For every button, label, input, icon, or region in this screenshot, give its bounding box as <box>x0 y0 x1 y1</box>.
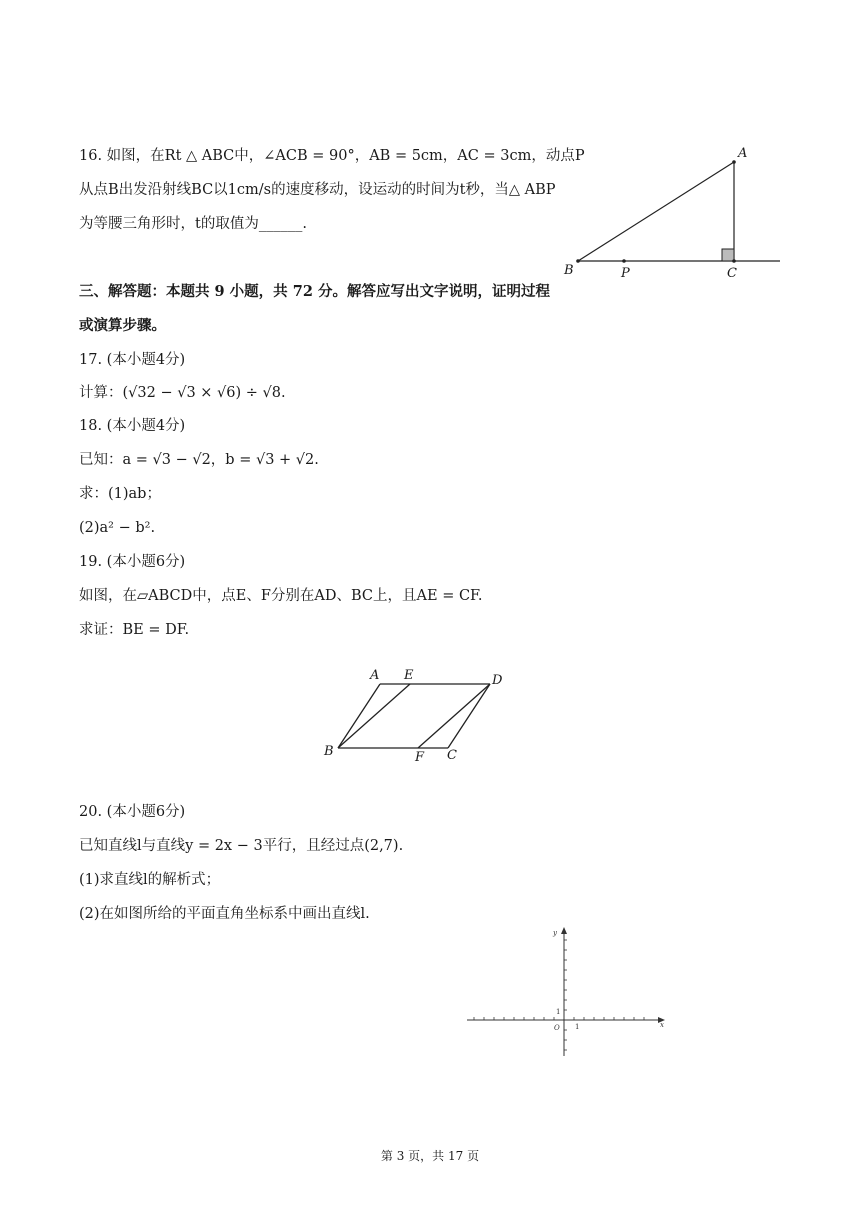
q19-label-c: C <box>447 748 457 763</box>
q19-label-b: B <box>324 744 334 759</box>
q16-label-p: P <box>621 266 630 281</box>
q18-header: 18. (本小题4分) <box>79 418 186 434</box>
q17-header: 17. (本小题4分) <box>79 352 186 368</box>
q20-part-1: (1)求直线l的解析式； <box>79 872 221 888</box>
q18-given: 已知：a = √3 − √2，b = √3 + √2. <box>79 452 319 468</box>
q18-ask-2: (2)a² − b². <box>79 520 156 536</box>
q20-origin-label: O <box>554 1024 560 1032</box>
q16-label-b: B <box>564 263 574 278</box>
q19-parallelogram-figure <box>318 662 518 772</box>
q16-line-1: 16. 如图，在Rt △ ABC中，∠ACB = 90°，AB = 5cm，AC = 3cm，动点P <box>79 148 585 164</box>
q19-prove: 求证：BE = DF. <box>79 622 190 638</box>
q20-coordinate-axes <box>462 926 672 1062</box>
q16-triangle-figure <box>560 140 790 285</box>
section-3-heading-line-2: 或演算步骤。 <box>79 317 166 334</box>
q16-line-3: 为等腰三角形时，t的取值为______. <box>79 216 307 232</box>
q20-axis-label-x: x <box>660 1021 664 1029</box>
q16-line-2: 从点B出发沿射线BC以1cm/s的速度移动，设运动的时间为t秒，当△ ABP <box>79 182 556 198</box>
page-footer: 第 3 页，共 17 页 <box>380 1149 480 1163</box>
q19-label-e: E <box>404 668 414 683</box>
q20-part-2: (2)在如图所给的平面直角坐标系中画出直线l. <box>79 906 370 922</box>
q20-axis-label-y: y <box>553 929 557 937</box>
q19-label-d: D <box>492 673 503 688</box>
q20-tick-label-x-1: 1 <box>575 1023 580 1031</box>
q19-label-f: F <box>415 750 425 765</box>
q16-label-c: C <box>727 266 737 281</box>
section-3-heading-line-1: 三、解答题：本题共 9 小题，共 72 分。解答应写出文字说明，证明过程 <box>79 283 550 300</box>
q18-ask-1: 求：(1)ab； <box>79 486 161 502</box>
q20-tick-label-y-1: 1 <box>556 1008 561 1016</box>
q20-given: 已知直线l与直线y = 2x − 3平行，且经过点(2,7). <box>79 838 404 854</box>
q16-label-a: A <box>738 146 748 161</box>
q19-given: 如图，在▱ABCD中，点E、F分别在AD、BC上，且AE = CF. <box>79 588 483 604</box>
q17-body: 计算：(√32 − √3 × √6) ÷ √8. <box>79 385 286 401</box>
q20-header: 20. (本小题6分) <box>79 804 186 820</box>
q19-label-a: A <box>370 668 380 683</box>
q19-header: 19. (本小题6分) <box>79 554 186 570</box>
